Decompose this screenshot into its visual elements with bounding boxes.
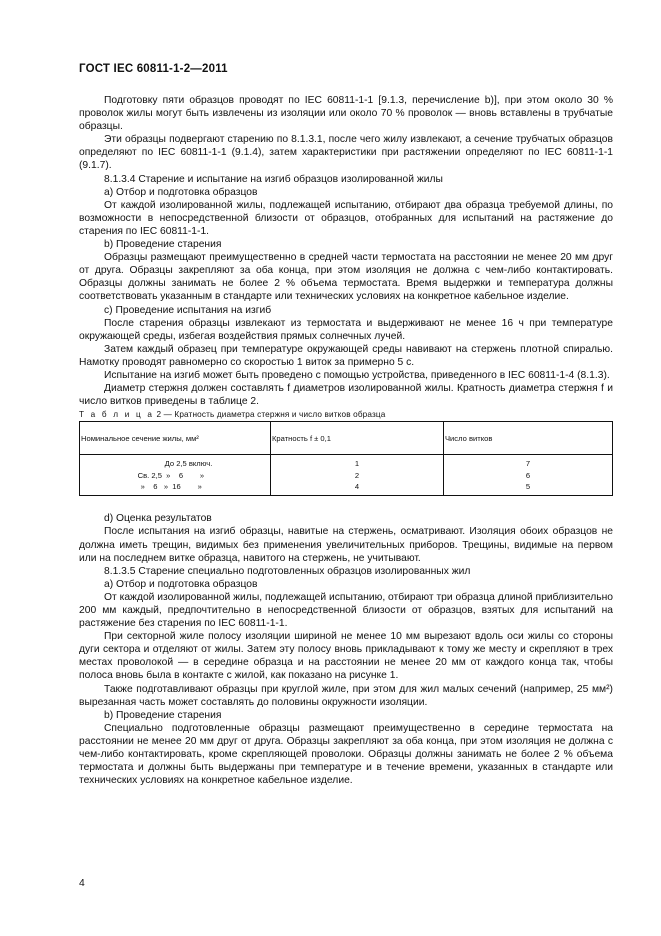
table-header-row bbox=[80, 422, 613, 455]
table-row bbox=[80, 455, 613, 496]
paragraph: Также подготавливают образцы при круглой жиле, при этом для жил малых сечений (например, 25 мм²) вырезанная часть может составлять до половины окружности изоляции. bbox=[79, 683, 613, 708]
table-cell-line: До 2,5 включ. bbox=[164, 459, 213, 469]
paragraph: При секторной жиле полосу изоляции шириной не менее 10 мм вырезают вдоль оси жилы со стороны дуги сектора и отделяют от жилы. Затем эту полосу вновь прикладывают к тому же месту и скрепляют в трех местах проволокой — в середине образца и на расстоянии не менее 20 мм от каждого конца так, чтобы полоса вновь была в контакте с жилой, как показано на рисунке 1. bbox=[79, 631, 613, 682]
subsection-heading: а) Отбор и подготовка образцов bbox=[104, 186, 258, 198]
table-cell-line: 5 bbox=[525, 482, 531, 492]
table-header-cell: Кратность f ± 0,1 bbox=[271, 422, 444, 455]
paragraph: Затем каждый образец при температуре окружающей среды навивают на стержень плотной спиралью. Намотку проводят равномерно со скоростью 1 виток за примерно 5 с. bbox=[79, 343, 613, 368]
table-cell-line: 1 bbox=[354, 459, 360, 469]
table-caption bbox=[79, 408, 613, 421]
table-cell bbox=[444, 455, 613, 496]
subsection-heading: а) Отбор и подготовка образцов bbox=[104, 578, 258, 590]
table-cell-line: 7 bbox=[525, 459, 531, 469]
data-table bbox=[79, 421, 613, 496]
table-header-cell: Число витков bbox=[444, 422, 613, 455]
paragraph: Диаметр стержня должен составлять f диаметров изолированной жилы. Кратность диаметра стержня f и число витков приведены в таблице 2. bbox=[79, 383, 613, 408]
table-cell bbox=[271, 455, 444, 496]
paragraph: После испытания на изгиб образцы, навитые на стержень, осматривают. Изоляция обоих образцов не должна иметь трещин, видимых без применения увеличительных приборов. Трещины, видимые на первом или на последнем витке образца, навитого на стержень, не учитывают. bbox=[79, 526, 613, 564]
section-heading: 8.1.3.5 Старение специально подготовленных образцов изолированных жил bbox=[104, 565, 471, 577]
section-heading: 8.1.3.4 Старение и испытание на изгиб образцов изолированной жилы bbox=[104, 173, 443, 185]
table-header-cell: Номинальное сечение жилы, мм² bbox=[80, 422, 271, 455]
subsection-heading: b) Проведение старения bbox=[104, 239, 222, 251]
table-cell bbox=[80, 455, 271, 496]
document-body bbox=[79, 94, 613, 787]
subsection-heading: b) Проведение старения bbox=[104, 709, 222, 721]
paragraph: После старения образцы извлекают из термостата и выдерживают не менее 16 ч при температуре окружающей среды, избегая воздействия прямых солнечных лучей. bbox=[79, 317, 613, 342]
paragraph: Эти образцы подвергают старению по 8.1.3.1, после чего жилу извлекают, а сечение трубчатых образцов определяют по IEC 60811-1-1 (9.1.4), затем характеристики при растяжении определяют по IEC 60811-1-1 (9.1.7). bbox=[79, 134, 613, 172]
document-header: ГОСТ IEC 60811-1-2—2011 bbox=[79, 63, 228, 75]
paragraph: От каждой изолированной жилы, подлежащей испытанию, отбирают два образца требуемой длины, по возможности в непосредственной близости от образцов, отобранных для испытаний на растяжение до старения по IEC 60811-1-1. bbox=[79, 199, 613, 237]
subsection-heading: с) Проведение испытания на изгиб bbox=[104, 304, 272, 316]
table-cell-line: 4 bbox=[354, 482, 360, 492]
table-caption-text: 2 — Кратность диаметра стержня и число витков образца bbox=[154, 410, 386, 420]
paragraph: Испытание на изгиб может быть проведено с помощью устройства, приведенного в IEC 60811-1-4 (8.1.3). bbox=[104, 369, 610, 381]
table-cell-line: 6 bbox=[525, 470, 531, 480]
section-list bbox=[138, 458, 213, 493]
table-cell-line: » 6 » 16 » bbox=[140, 482, 202, 492]
paragraph: От каждой изолированной жилы, подлежащей испытанию, отбирают три образца длиной приблизительно 200 мм каждый, предпочтительно в непосредственной близости от образцов, взятых для испытаний на растяжение без старения по IEC 60811-1-1. bbox=[79, 591, 613, 630]
table-cell-line: Св. 2,5 » 6 » bbox=[137, 470, 205, 480]
table-cell-line: 2 bbox=[354, 470, 360, 480]
page-number: 4 bbox=[79, 878, 85, 889]
paragraph: Специально подготовленные образцы размещают преимущественно в середине термостата на расстоянии не менее 20 мм друг от друга. Образцы закрепляют за оба конца, при этом изоляция не должна с чем-либо контактировать, кроме скрепляющей проволоки. Образцы должны занимать не более 2 % объема термостата и должны быть выдержаны при температуре и в течение времени, указанных в стандарте или технических условиях на конкретное кабельное изделие. bbox=[79, 722, 613, 787]
paragraph: Образцы размещают преимущественно в средней части термостата на расстоянии не менее 20 мм друг от друга. Образцы закрепляют за оба конца, при этом изоляция не должна с чем-либо контактировать. Образцы должны занимать не более 2 % объема термостата. Время выдержки и температура должны соответствовать указанным в стандарте или технических условиях на конкретное кабельное изделие. bbox=[79, 252, 613, 303]
paragraph: Подготовку пяти образцов проводят по IEC 60811-1-1 [9.1.3, перечисление b)], при этом около 30 % проволок жилы могут быть извлечены из изоляции или около 70 % проволок — вновь вставлены в трубчатые образцы. bbox=[79, 95, 613, 133]
table-caption-prefix: Т а б л и ц а bbox=[79, 410, 155, 420]
subsection-heading: d) Оценка результатов bbox=[104, 513, 212, 525]
